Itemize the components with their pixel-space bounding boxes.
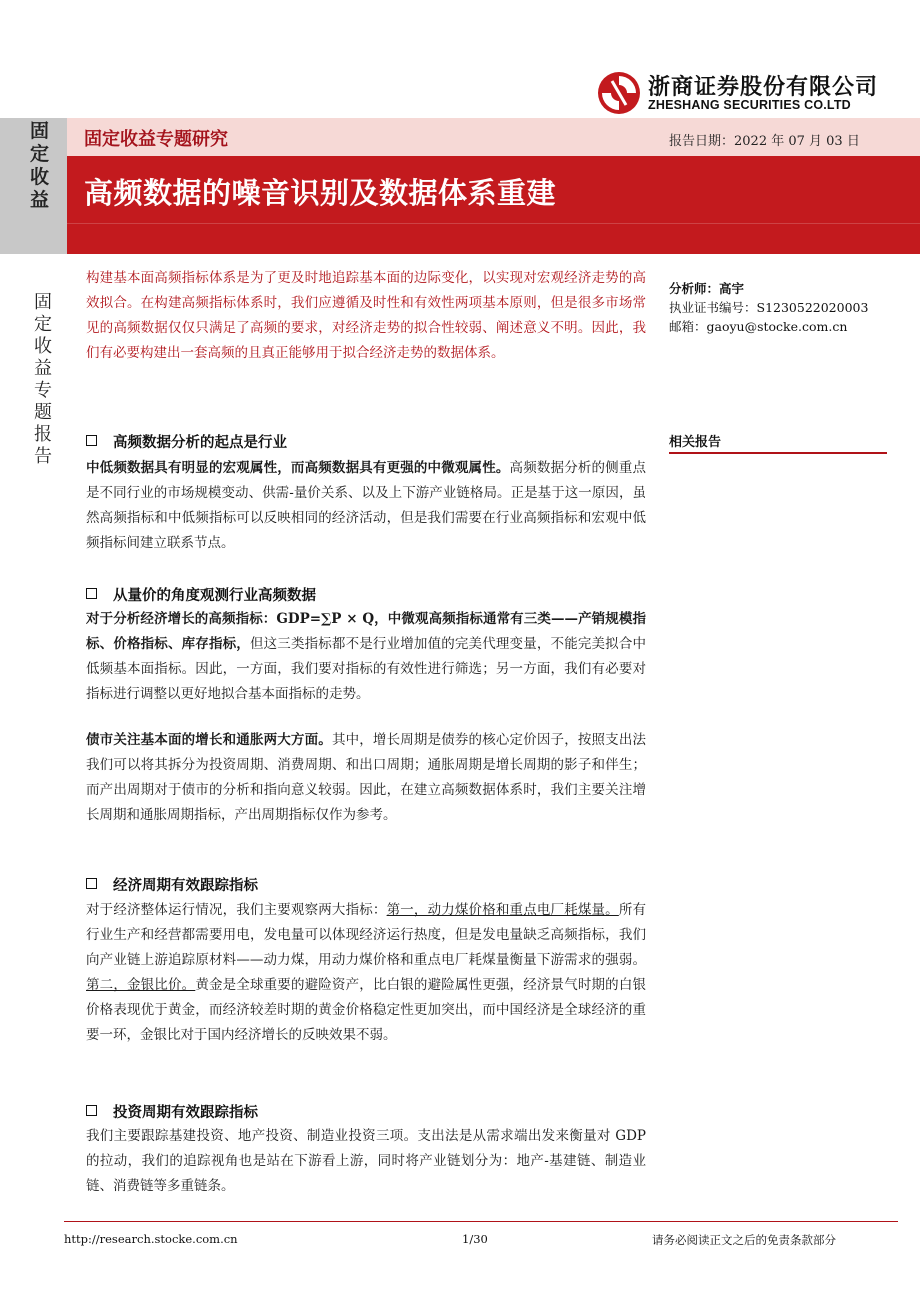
section-heading bbox=[86, 584, 316, 605]
paragraph-body: 对于经济整体运行情况，我们主要观察两大指标： bbox=[86, 902, 387, 918]
section-heading-text: 高频数据分析的起点是行业 bbox=[113, 435, 287, 451]
section-heading-text: 投资周期有效跟踪指标 bbox=[113, 1105, 258, 1121]
paragraph-lead: 中低频数据具有明显的宏观属性，而高频数据具有更强的中微观属性。 bbox=[86, 460, 510, 476]
paragraph-body: 其中，增长周期是债券的核心定价因子，按照支出法我们可以将其拆分为投资周期、消费周期、和出口周期；通胀周期是增长周期的影子和伴生；而产出周期对于债市的分析和指向意义较弱。因此，在建立高频数据体系时，我们主要关注增长周期和通胀周期指标，产出周期指标仅作为参考。 bbox=[86, 732, 647, 823]
footer-url-link[interactable]: http://research.stocke.com.cn bbox=[64, 1232, 238, 1246]
section-heading bbox=[86, 1101, 258, 1122]
header-side-label: 固定收益 bbox=[30, 120, 50, 211]
section-paragraph: 我们主要跟踪基建投资、地产投资、制造业投资三项。支出法是从需求端出发来衡量对 GDP 的拉动，我们的追踪视角也是站在下游看上游，同时将产业链划分为：地产-基建链、制造业链、消费链等多重链条。 bbox=[86, 1128, 646, 1194]
report-category: 固定收益专题研究 bbox=[84, 129, 228, 150]
disclaimer-note: 请务必阅读正文之后的免责条款部分 bbox=[652, 1233, 836, 1247]
section-paragraph bbox=[86, 456, 646, 556]
company-name-en: ZHESHANG SECURITIES CO.LTD bbox=[648, 98, 851, 112]
checkbox-bullet-icon bbox=[86, 878, 97, 889]
section-paragraph bbox=[86, 607, 646, 707]
paragraph-body: 黄金是全球重要的避险资产，比白银的避险属性更强，经济景气时期的白银价格表现优于黄金，而经济较差时期的黄金价格稳定性更加突出，而中国经济是全球经济的重要一环，金银比对于国内经济增长的反映效果不弱。 bbox=[86, 977, 647, 1043]
company-logo-icon bbox=[597, 71, 641, 115]
intro-paragraph: 构建基本面高频指标体系是为了更及时地追踪基本面的边际变化，以实现对宏观经济走势的高效拟合。在构建高频指标体系时，我们应遵循及时性和有效性两项基本原则，但是很多市场常见的高频数据仅仅只满足了高频的要求，对经济走势的拟合性较弱、阐述意义不明。因此，我们有必要构建出一套高频的且真正能够用于拟合经济走势的数据体系。 bbox=[86, 270, 646, 361]
underlined-indicator: 第二，金银比价。 bbox=[86, 977, 196, 993]
checkbox-bullet-icon bbox=[86, 1105, 97, 1116]
analyst-email[interactable]: 邮箱：gaoyu@stocke.com.cn bbox=[669, 319, 848, 334]
related-reports-heading: 相关报告 bbox=[669, 435, 722, 450]
vertical-report-type: 固定收益专题报告 bbox=[34, 292, 52, 467]
section-heading-text: 从量价的角度观测行业高频数据 bbox=[113, 588, 316, 604]
paragraph-lead: 对于分析经济增长的高频指标：GDP=∑P × Q，中微观高频指标通常有三类——产销规模指标、价格指标、库存指标， bbox=[86, 611, 646, 652]
checkbox-bullet-icon bbox=[86, 435, 97, 446]
paragraph-body: 所有行业生产和经营都需要用电，发电量可以体现经济运行热度，但是发电量缺乏高频指标，我们向产业链上游追踪原材料——动力煤，用动力煤价格和重点电厂耗煤量衡量下游需求的强弱。 bbox=[86, 902, 647, 968]
paragraph-body: 高频数据分析的侧重点是不同行业的市场规模变动、供需-量价关系、以及上下游产业链格局。正是基于这一原因，虽然高频指标和中低频指标可以反映相同的经济活动，但是我们需要在行业高频指标和宏观中低频指标间建立联系节点。 bbox=[86, 460, 647, 551]
page-number: 1/30 bbox=[462, 1232, 488, 1246]
footer-divider bbox=[64, 1221, 898, 1222]
related-reports-divider bbox=[669, 452, 887, 454]
underlined-indicator: 第一，动力煤价格和重点电厂耗煤量。 bbox=[386, 902, 619, 918]
paragraph-body: 但这三类指标都不是行业增加值的完美代理变量，不能完美拟合中低频基本面指标。因此，一方面，我们要对指标的有效性进行筛选；另一方面，我们有必要对指标进行调整以更好地拟合基本面指标的走势。 bbox=[86, 636, 647, 702]
section-heading bbox=[86, 431, 287, 452]
section-heading bbox=[86, 874, 258, 895]
header-band-divider bbox=[67, 223, 920, 224]
analyst-name: 分析师：高宇 bbox=[669, 281, 745, 296]
checkbox-bullet-icon bbox=[86, 588, 97, 599]
paragraph-lead: 债市关注基本面的增长和通胀两大方面。 bbox=[86, 732, 332, 748]
section-paragraph bbox=[86, 728, 646, 828]
analyst-cert: 执业证书编号：S1230522020003 bbox=[669, 300, 869, 315]
analyst-info bbox=[669, 279, 868, 336]
section-paragraph bbox=[86, 898, 646, 1048]
page-title: 高频数据的噪音识别及数据体系重建 bbox=[84, 176, 557, 210]
company-name-cn: 浙商证券股份有限公司 bbox=[648, 75, 879, 100]
section-heading-text: 经济周期有效跟踪指标 bbox=[113, 878, 258, 894]
report-date: 报告日期：2022 年 07 月 03 日 bbox=[669, 134, 860, 149]
